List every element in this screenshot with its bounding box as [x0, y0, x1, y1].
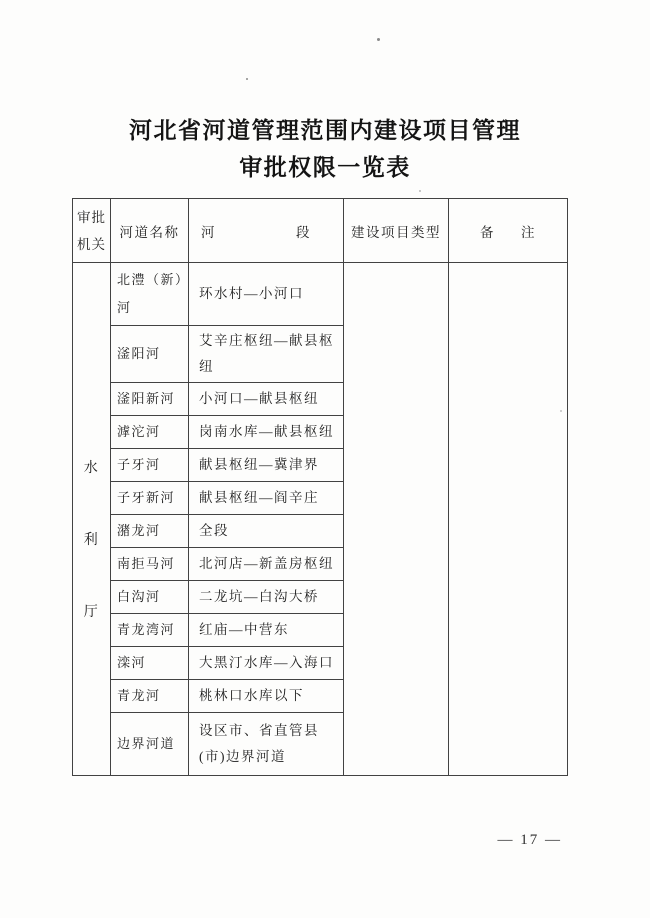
page-title [0, 112, 650, 186]
river-name-cell: 滹沱河 [111, 416, 189, 449]
river-section-cell: 岗南水库—献县枢纽 [189, 416, 344, 449]
header-approval-authority-line2: 机关 [77, 236, 106, 252]
authority-char-3: 厅 [83, 605, 100, 620]
table-row [73, 263, 568, 326]
river-section-cell: 艾辛庄枢纽—献县枢纽 [189, 326, 344, 383]
river-name-cell: 青龙湾河 [111, 614, 189, 647]
remarks-cell [449, 263, 568, 776]
river-section-cell: 小河口—献县枢纽 [189, 383, 344, 416]
header-remarks [449, 199, 568, 263]
river-section-cell: 环水村—小河口 [189, 263, 344, 326]
river-section-cell: 红庙—中营东 [189, 614, 344, 647]
page-number: — 17 — [497, 832, 562, 848]
project-type-cell [344, 263, 449, 776]
river-name-cell: 青龙河 [111, 680, 189, 713]
header-river-section [189, 199, 344, 263]
river-section-cell: 献县枢纽—阎辛庄 [189, 482, 344, 515]
header-remarks-char1: 备 [480, 224, 495, 240]
header-river-section-char1: 河 [201, 224, 216, 240]
river-name-cell: 潴龙河 [111, 515, 189, 548]
river-name-cell: 滦河 [111, 647, 189, 680]
river-name-cell: 子牙新河 [111, 482, 189, 515]
scan-speck [246, 78, 248, 80]
river-name-cell: 滏阳河 [111, 326, 189, 383]
authority-cell [73, 263, 111, 776]
river-section-cell: 大黑汀水库—入海口 [189, 647, 344, 680]
header-river-name: 河道名称 [111, 199, 189, 263]
river-section-cell: 设区市、省直管县(市)边界河道 [189, 713, 344, 776]
river-section-cell: 二龙坑—白沟大桥 [189, 581, 344, 614]
river-section-cell: 桃林口水库以下 [189, 680, 344, 713]
river-name-cell: 子牙河 [111, 449, 189, 482]
header-river-section-char2: 段 [296, 224, 311, 240]
scan-speck [560, 410, 562, 412]
river-name-cell: 北澧（新）河 [111, 263, 189, 326]
scan-speck [377, 38, 380, 41]
river-section-cell: 献县枢纽—冀津界 [189, 449, 344, 482]
river-name-cell: 白沟河 [111, 581, 189, 614]
page-title-line1: 河北省河道管理范围内建设项目管理 [129, 118, 521, 143]
river-name-cell: 滏阳新河 [111, 383, 189, 416]
scan-speck [419, 190, 421, 192]
authority-char-1: 水 [83, 461, 100, 476]
river-name-cell: 边界河道 [111, 713, 189, 776]
authority-char-2: 利 [83, 533, 100, 548]
header-approval-authority [73, 199, 111, 263]
header-remarks-char2: 注 [521, 224, 536, 240]
header-approval-authority-line1: 审批 [77, 209, 106, 225]
river-name-cell: 南拒马河 [111, 548, 189, 581]
approval-authority-table [72, 198, 568, 776]
table-header-row [73, 199, 568, 263]
river-section-cell: 北河店—新盖房枢纽 [189, 548, 344, 581]
page-title-line2: 审批权限一览表 [239, 155, 411, 180]
river-section-cell: 全段 [189, 515, 344, 548]
header-project-type: 建设项目类型 [344, 199, 449, 263]
